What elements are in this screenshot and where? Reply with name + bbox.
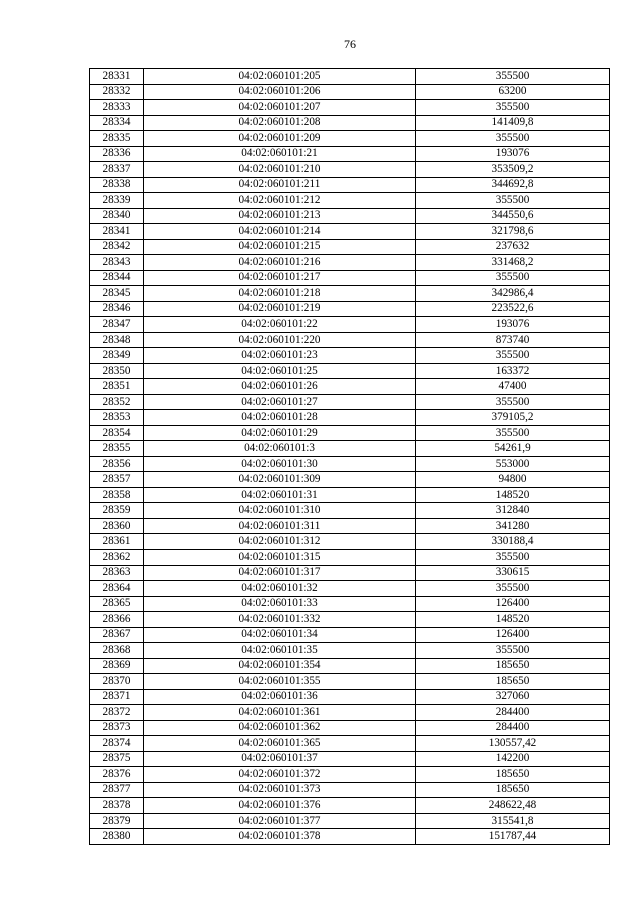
cadastral-number-cell: 04:02:060101:29 [144,425,416,441]
row-number-cell: 28333 [90,100,144,116]
row-number-cell: 28341 [90,224,144,240]
table-row [90,751,610,767]
table-row [90,115,610,131]
cadastral-number-cell: 04:02:060101:208 [144,115,416,131]
cadastral-number-cell: 04:02:060101:309 [144,472,416,488]
value-cell: 355500 [416,193,610,209]
value-cell: 379105,2 [416,410,610,426]
cadastral-number-cell: 04:02:060101:311 [144,518,416,534]
value-cell: 193076 [416,317,610,333]
row-number-cell: 28361 [90,534,144,550]
row-number-cell: 28367 [90,627,144,643]
table-row [90,829,610,845]
cadastral-number-cell: 04:02:060101:209 [144,131,416,147]
cadastral-number-cell: 04:02:060101:332 [144,612,416,628]
value-cell: 315541,8 [416,813,610,829]
row-number-cell: 28358 [90,487,144,503]
value-cell: 142200 [416,751,610,767]
table-row [90,658,610,674]
cadastral-number-cell: 04:02:060101:30 [144,456,416,472]
table-row [90,767,610,783]
row-number-cell: 28352 [90,394,144,410]
value-cell: 341280 [416,518,610,534]
value-cell: 185650 [416,767,610,783]
table-row [90,286,610,302]
value-cell: 148520 [416,612,610,628]
row-number-cell: 28378 [90,798,144,814]
value-cell: 223522,6 [416,301,610,317]
row-number-cell: 28357 [90,472,144,488]
row-number-cell: 28355 [90,441,144,457]
row-number-cell: 28377 [90,782,144,798]
cadastral-number-cell: 04:02:060101:205 [144,69,416,85]
table-row [90,612,610,628]
row-number-cell: 28331 [90,69,144,85]
table-row [90,813,610,829]
table-row [90,705,610,721]
cadastral-number-cell: 04:02:060101:207 [144,100,416,116]
table-row [90,441,610,457]
value-cell: 331468,2 [416,255,610,271]
table-row [90,456,610,472]
value-cell: 355500 [416,425,610,441]
table-row [90,798,610,814]
value-cell: 151787,44 [416,829,610,845]
row-number-cell: 28343 [90,255,144,271]
table-row [90,146,610,162]
cadastral-number-cell: 04:02:060101:28 [144,410,416,426]
cadastral-number-cell: 04:02:060101:376 [144,798,416,814]
row-number-cell: 28368 [90,643,144,659]
table-row [90,782,610,798]
row-number-cell: 28372 [90,705,144,721]
cadastral-number-cell: 04:02:060101:218 [144,286,416,302]
row-number-cell: 28366 [90,612,144,628]
table-row [90,565,610,581]
value-cell: 355500 [416,270,610,286]
row-number-cell: 28340 [90,208,144,224]
row-number-cell: 28373 [90,720,144,736]
cadastral-number-cell: 04:02:060101:34 [144,627,416,643]
table-row [90,363,610,379]
value-cell: 353509,2 [416,162,610,178]
row-number-cell: 28336 [90,146,144,162]
value-cell: 327060 [416,689,610,705]
page-number: 76 [344,37,356,51]
row-number-cell: 28337 [90,162,144,178]
value-cell: 63200 [416,84,610,100]
table-row [90,131,610,147]
value-cell: 355500 [416,394,610,410]
table-row [90,627,610,643]
value-cell: 355500 [416,549,610,565]
value-cell: 330615 [416,565,610,581]
row-number-cell: 28344 [90,270,144,286]
cadastral-number-cell: 04:02:060101:213 [144,208,416,224]
cadastral-number-cell: 04:02:060101:37 [144,751,416,767]
cadastral-number-cell: 04:02:060101:23 [144,348,416,364]
value-cell: 330188,4 [416,534,610,550]
row-number-cell: 28370 [90,674,144,690]
cadastral-number-cell: 04:02:060101:216 [144,255,416,271]
cadastral-number-cell: 04:02:060101:3 [144,441,416,457]
table-row [90,255,610,271]
table-row [90,301,610,317]
table-row [90,224,610,240]
table-row [90,162,610,178]
value-cell: 342986,4 [416,286,610,302]
table-row [90,425,610,441]
table-row [90,503,610,519]
row-number-cell: 28332 [90,84,144,100]
cadastral-number-cell: 04:02:060101:217 [144,270,416,286]
row-number-cell: 28346 [90,301,144,317]
value-cell: 344692,8 [416,177,610,193]
row-number-cell: 28349 [90,348,144,364]
row-number-cell: 28365 [90,596,144,612]
row-number-cell: 28334 [90,115,144,131]
cadastral-number-cell: 04:02:060101:219 [144,301,416,317]
table-row [90,69,610,85]
table-row [90,177,610,193]
row-number-cell: 28335 [90,131,144,147]
cadastral-number-cell: 04:02:060101:317 [144,565,416,581]
table-row [90,348,610,364]
registry-table [89,68,610,845]
value-cell: 355500 [416,100,610,116]
table-row [90,270,610,286]
row-number-cell: 28379 [90,813,144,829]
row-number-cell: 28374 [90,736,144,752]
value-cell: 163372 [416,363,610,379]
cadastral-number-cell: 04:02:060101:212 [144,193,416,209]
cadastral-number-cell: 04:02:060101:36 [144,689,416,705]
value-cell: 355500 [416,581,610,597]
value-cell: 193076 [416,146,610,162]
cadastral-number-cell: 04:02:060101:310 [144,503,416,519]
table-row [90,317,610,333]
row-number-cell: 28360 [90,518,144,534]
value-cell: 355500 [416,643,610,659]
value-cell: 248622,48 [416,798,610,814]
cadastral-number-cell: 04:02:060101:312 [144,534,416,550]
value-cell: 126400 [416,627,610,643]
value-cell: 312840 [416,503,610,519]
row-number-cell: 28345 [90,286,144,302]
value-cell: 355500 [416,131,610,147]
cadastral-number-cell: 04:02:060101:210 [144,162,416,178]
cadastral-number-cell: 04:02:060101:372 [144,767,416,783]
row-number-cell: 28363 [90,565,144,581]
row-number-cell: 28354 [90,425,144,441]
table-row [90,674,610,690]
cadastral-number-cell: 04:02:060101:211 [144,177,416,193]
cadastral-number-cell: 04:02:060101:25 [144,363,416,379]
table-row [90,643,610,659]
row-number-cell: 28338 [90,177,144,193]
cadastral-number-cell: 04:02:060101:377 [144,813,416,829]
table-row [90,410,610,426]
row-number-cell: 28351 [90,379,144,395]
cadastral-number-cell: 04:02:060101:26 [144,379,416,395]
value-cell: 344550,6 [416,208,610,224]
row-number-cell: 28376 [90,767,144,783]
table-row [90,379,610,395]
cadastral-number-cell: 04:02:060101:32 [144,581,416,597]
cadastral-number-cell: 04:02:060101:215 [144,239,416,255]
row-number-cell: 28342 [90,239,144,255]
cadastral-number-cell: 04:02:060101:361 [144,705,416,721]
value-cell: 185650 [416,674,610,690]
value-cell: 237632 [416,239,610,255]
value-cell: 321798,6 [416,224,610,240]
cadastral-number-cell: 04:02:060101:365 [144,736,416,752]
table-row [90,394,610,410]
row-number-cell: 28350 [90,363,144,379]
value-cell: 141409,8 [416,115,610,131]
cadastral-number-cell: 04:02:060101:354 [144,658,416,674]
cadastral-number-cell: 04:02:060101:220 [144,332,416,348]
row-number-cell: 28356 [90,456,144,472]
table-row [90,581,610,597]
cadastral-number-cell: 04:02:060101:33 [144,596,416,612]
value-cell: 126400 [416,596,610,612]
registry-table-body [90,69,610,845]
row-number-cell: 28380 [90,829,144,845]
cadastral-number-cell: 04:02:060101:21 [144,146,416,162]
value-cell: 873740 [416,332,610,348]
value-cell: 355500 [416,348,610,364]
value-cell: 94800 [416,472,610,488]
row-number-cell: 28364 [90,581,144,597]
value-cell: 130557,42 [416,736,610,752]
cadastral-number-cell: 04:02:060101:373 [144,782,416,798]
row-number-cell: 28347 [90,317,144,333]
cadastral-number-cell: 04:02:060101:31 [144,487,416,503]
value-cell: 553000 [416,456,610,472]
row-number-cell: 28362 [90,549,144,565]
cadastral-number-cell: 04:02:060101:355 [144,674,416,690]
cadastral-number-cell: 04:02:060101:362 [144,720,416,736]
value-cell: 185650 [416,658,610,674]
table-row [90,596,610,612]
cadastral-number-cell: 04:02:060101:378 [144,829,416,845]
cadastral-number-cell: 04:02:060101:35 [144,643,416,659]
row-number-cell: 28369 [90,658,144,674]
table-row [90,518,610,534]
table-row [90,208,610,224]
row-number-cell: 28348 [90,332,144,348]
cadastral-number-cell: 04:02:060101:206 [144,84,416,100]
row-number-cell: 28353 [90,410,144,426]
value-cell: 185650 [416,782,610,798]
value-cell: 284400 [416,720,610,736]
table-row [90,100,610,116]
table-row [90,472,610,488]
value-cell: 148520 [416,487,610,503]
cadastral-number-cell: 04:02:060101:27 [144,394,416,410]
row-number-cell: 28375 [90,751,144,767]
cadastral-number-cell: 04:02:060101:315 [144,549,416,565]
table-row [90,332,610,348]
cadastral-number-cell: 04:02:060101:22 [144,317,416,333]
cadastral-number-cell: 04:02:060101:214 [144,224,416,240]
table-row [90,549,610,565]
row-number-cell: 28371 [90,689,144,705]
table-row [90,689,610,705]
table-row [90,193,610,209]
table-row [90,736,610,752]
table-row [90,239,610,255]
value-cell: 355500 [416,69,610,85]
table-row [90,534,610,550]
value-cell: 54261,9 [416,441,610,457]
row-number-cell: 28339 [90,193,144,209]
table-row [90,487,610,503]
value-cell: 47400 [416,379,610,395]
table-row [90,84,610,100]
table-row [90,720,610,736]
value-cell: 284400 [416,705,610,721]
row-number-cell: 28359 [90,503,144,519]
